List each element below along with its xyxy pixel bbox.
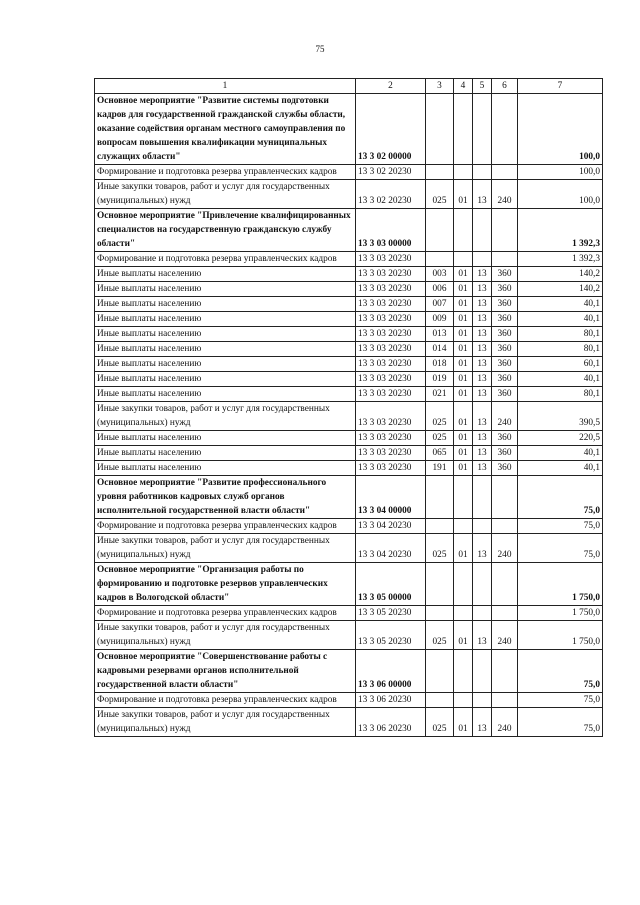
row-code-cell: 13 3 06 20230 bbox=[356, 693, 426, 708]
row-section-cell: 01 bbox=[454, 282, 473, 297]
row-name-cell: Иные выплаты населению bbox=[95, 312, 356, 327]
row-subsection-cell: 13 bbox=[473, 621, 492, 650]
row-grbs-cell: 025 bbox=[426, 534, 454, 563]
row-amount-cell: 100,0 bbox=[518, 165, 603, 180]
table-row bbox=[95, 297, 603, 312]
table-row bbox=[95, 372, 603, 387]
row-subsection-cell: 13 bbox=[473, 267, 492, 282]
table-row bbox=[95, 431, 603, 446]
row-code-cell: 13 3 04 20230 bbox=[356, 534, 426, 563]
row-name-cell: Иные закупки товаров, работ и услуг для государственных (муниципальных) нужд bbox=[95, 402, 356, 431]
row-amount-cell: 100,0 bbox=[518, 94, 603, 165]
row-grbs-cell: 025 bbox=[426, 402, 454, 431]
row-name-cell: Иные закупки товаров, работ и услуг для государственных (муниципальных) нужд bbox=[95, 708, 356, 737]
row-code-cell: 13 3 02 00000 bbox=[356, 94, 426, 165]
row-subsection-cell: 13 bbox=[473, 342, 492, 357]
row-section-cell: 01 bbox=[454, 372, 473, 387]
row-grbs-cell: 003 bbox=[426, 267, 454, 282]
row-expense-type-cell bbox=[492, 252, 518, 267]
table-row bbox=[95, 282, 603, 297]
row-section-cell: 01 bbox=[454, 327, 473, 342]
row-section-cell bbox=[454, 252, 473, 267]
row-name-cell: Иные выплаты населению bbox=[95, 327, 356, 342]
row-subsection-cell: 13 bbox=[473, 327, 492, 342]
row-subsection-cell: 13 bbox=[473, 357, 492, 372]
row-subsection-cell: 13 bbox=[473, 402, 492, 431]
row-section-cell: 01 bbox=[454, 180, 473, 209]
row-amount-cell: 75,0 bbox=[518, 534, 603, 563]
row-amount-cell: 75,0 bbox=[518, 708, 603, 737]
row-name-cell: Основное мероприятие "Организация работы по формированию и подготовке резервов управленческих кадров в Вологодской области" bbox=[95, 563, 356, 606]
table-row bbox=[95, 327, 603, 342]
row-amount-cell: 40,1 bbox=[518, 312, 603, 327]
row-grbs-cell bbox=[426, 519, 454, 534]
row-subsection-cell: 13 bbox=[473, 446, 492, 461]
row-expense-type-cell: 360 bbox=[492, 342, 518, 357]
row-section-cell bbox=[454, 693, 473, 708]
table-row bbox=[95, 180, 603, 209]
row-grbs-cell bbox=[426, 650, 454, 693]
row-section-cell: 01 bbox=[454, 431, 473, 446]
row-code-cell: 13 3 05 00000 bbox=[356, 563, 426, 606]
row-amount-cell: 80,1 bbox=[518, 387, 603, 402]
row-expense-type-cell bbox=[492, 650, 518, 693]
row-name-cell: Формирование и подготовка резерва управленческих кадров bbox=[95, 252, 356, 267]
row-section-cell bbox=[454, 650, 473, 693]
row-subsection-cell bbox=[473, 94, 492, 165]
row-section-cell: 01 bbox=[454, 402, 473, 431]
row-subsection-cell: 13 bbox=[473, 282, 492, 297]
row-section-cell: 01 bbox=[454, 267, 473, 282]
row-code-cell: 13 3 06 00000 bbox=[356, 650, 426, 693]
row-name-cell: Иные выплаты населению bbox=[95, 342, 356, 357]
row-section-cell: 01 bbox=[454, 708, 473, 737]
row-expense-type-cell: 360 bbox=[492, 297, 518, 312]
row-code-cell: 13 3 03 20230 bbox=[356, 342, 426, 357]
row-name-cell: Иные выплаты населению bbox=[95, 372, 356, 387]
row-section-cell: 01 bbox=[454, 534, 473, 563]
row-grbs-cell: 025 bbox=[426, 708, 454, 737]
row-expense-type-cell: 360 bbox=[492, 431, 518, 446]
row-code-cell: 13 3 03 20230 bbox=[356, 402, 426, 431]
row-section-cell bbox=[454, 94, 473, 165]
row-name-cell: Иные закупки товаров, работ и услуг для государственных (муниципальных) нужд bbox=[95, 180, 356, 209]
table-row bbox=[95, 446, 603, 461]
row-subsection-cell: 13 bbox=[473, 431, 492, 446]
row-expense-type-cell: 360 bbox=[492, 282, 518, 297]
row-expense-type-cell: 360 bbox=[492, 267, 518, 282]
row-code-cell: 13 3 03 20230 bbox=[356, 327, 426, 342]
row-name-cell: Основное мероприятие "Привлечение квалифицированных специалистов на государственную гражданскую службу области" bbox=[95, 209, 356, 252]
row-amount-cell: 80,1 bbox=[518, 327, 603, 342]
header-cell: 4 bbox=[454, 79, 473, 94]
row-code-cell: 13 3 03 20230 bbox=[356, 387, 426, 402]
row-expense-type-cell: 240 bbox=[492, 534, 518, 563]
row-amount-cell: 75,0 bbox=[518, 476, 603, 519]
row-amount-cell: 40,1 bbox=[518, 461, 603, 476]
table-row bbox=[95, 165, 603, 180]
row-amount-cell: 40,1 bbox=[518, 372, 603, 387]
table-row bbox=[95, 387, 603, 402]
row-subsection-cell bbox=[473, 693, 492, 708]
row-section-cell: 01 bbox=[454, 446, 473, 461]
row-grbs-cell: 018 bbox=[426, 357, 454, 372]
row-expense-type-cell: 240 bbox=[492, 180, 518, 209]
header-cell: 5 bbox=[473, 79, 492, 94]
row-grbs-cell bbox=[426, 693, 454, 708]
row-amount-cell: 140,2 bbox=[518, 267, 603, 282]
budget-table bbox=[94, 78, 603, 737]
row-expense-type-cell bbox=[492, 476, 518, 519]
row-amount-cell: 75,0 bbox=[518, 650, 603, 693]
table-row bbox=[95, 267, 603, 282]
header-cell: 7 bbox=[518, 79, 603, 94]
row-expense-type-cell bbox=[492, 519, 518, 534]
row-grbs-cell bbox=[426, 476, 454, 519]
row-name-cell: Иные закупки товаров, работ и услуг для государственных (муниципальных) нужд bbox=[95, 621, 356, 650]
row-amount-cell: 40,1 bbox=[518, 446, 603, 461]
row-amount-cell: 1 750,0 bbox=[518, 563, 603, 606]
row-expense-type-cell bbox=[492, 693, 518, 708]
row-expense-type-cell: 360 bbox=[492, 357, 518, 372]
row-section-cell: 01 bbox=[454, 461, 473, 476]
table-row bbox=[95, 252, 603, 267]
row-expense-type-cell: 360 bbox=[492, 312, 518, 327]
table-row bbox=[95, 357, 603, 372]
table-row bbox=[95, 342, 603, 357]
row-grbs-cell bbox=[426, 209, 454, 252]
row-code-cell: 13 3 05 20230 bbox=[356, 606, 426, 621]
row-grbs-cell: 013 bbox=[426, 327, 454, 342]
row-code-cell: 13 3 03 20230 bbox=[356, 372, 426, 387]
row-code-cell: 13 3 03 20230 bbox=[356, 267, 426, 282]
row-code-cell: 13 3 02 20230 bbox=[356, 165, 426, 180]
row-expense-type-cell bbox=[492, 94, 518, 165]
header-cell: 3 bbox=[426, 79, 454, 94]
row-code-cell: 13 3 03 20230 bbox=[356, 282, 426, 297]
row-section-cell: 01 bbox=[454, 621, 473, 650]
row-subsection-cell bbox=[473, 209, 492, 252]
row-subsection-cell: 13 bbox=[473, 372, 492, 387]
row-amount-cell: 220,5 bbox=[518, 431, 603, 446]
row-name-cell: Формирование и подготовка резерва управленческих кадров bbox=[95, 693, 356, 708]
row-expense-type-cell: 360 bbox=[492, 387, 518, 402]
row-amount-cell: 1 750,0 bbox=[518, 606, 603, 621]
page-number: 75 bbox=[315, 44, 325, 54]
table-row bbox=[95, 209, 603, 252]
row-grbs-cell bbox=[426, 165, 454, 180]
row-code-cell: 13 3 03 20230 bbox=[356, 252, 426, 267]
row-section-cell: 01 bbox=[454, 297, 473, 312]
row-code-cell: 13 3 03 20230 bbox=[356, 312, 426, 327]
row-code-cell: 13 3 04 00000 bbox=[356, 476, 426, 519]
row-subsection-cell bbox=[473, 606, 492, 621]
row-grbs-cell bbox=[426, 252, 454, 267]
row-expense-type-cell: 360 bbox=[492, 461, 518, 476]
row-subsection-cell bbox=[473, 650, 492, 693]
row-subsection-cell bbox=[473, 519, 492, 534]
row-code-cell: 13 3 02 20230 bbox=[356, 180, 426, 209]
table-header-row bbox=[95, 79, 603, 94]
row-grbs-cell: 009 bbox=[426, 312, 454, 327]
row-name-cell: Иные выплаты населению bbox=[95, 357, 356, 372]
row-expense-type-cell: 240 bbox=[492, 708, 518, 737]
row-subsection-cell bbox=[473, 563, 492, 606]
row-section-cell: 01 bbox=[454, 357, 473, 372]
header-cell: 1 bbox=[95, 79, 356, 94]
row-section-cell: 01 bbox=[454, 387, 473, 402]
row-grbs-cell: 021 bbox=[426, 387, 454, 402]
row-grbs-cell bbox=[426, 94, 454, 165]
row-section-cell bbox=[454, 165, 473, 180]
header-cell: 6 bbox=[492, 79, 518, 94]
row-expense-type-cell: 360 bbox=[492, 372, 518, 387]
row-subsection-cell: 13 bbox=[473, 180, 492, 209]
row-name-cell: Формирование и подготовка резерва управленческих кадров bbox=[95, 165, 356, 180]
row-amount-cell: 100,0 bbox=[518, 180, 603, 209]
row-name-cell: Формирование и подготовка резерва управленческих кадров bbox=[95, 519, 356, 534]
row-grbs-cell bbox=[426, 606, 454, 621]
table-row bbox=[95, 534, 603, 563]
row-amount-cell: 1 392,3 bbox=[518, 252, 603, 267]
row-grbs-cell: 007 bbox=[426, 297, 454, 312]
table-row bbox=[95, 312, 603, 327]
row-amount-cell: 75,0 bbox=[518, 693, 603, 708]
row-code-cell: 13 3 03 20230 bbox=[356, 357, 426, 372]
table-row bbox=[95, 563, 603, 606]
row-grbs-cell: 019 bbox=[426, 372, 454, 387]
row-amount-cell: 1 392,3 bbox=[518, 209, 603, 252]
row-code-cell: 13 3 03 20230 bbox=[356, 431, 426, 446]
table-row bbox=[95, 519, 603, 534]
row-grbs-cell bbox=[426, 563, 454, 606]
row-code-cell: 13 3 06 20230 bbox=[356, 708, 426, 737]
row-code-cell: 13 3 03 00000 bbox=[356, 209, 426, 252]
row-section-cell: 01 bbox=[454, 342, 473, 357]
row-name-cell: Иные выплаты населению bbox=[95, 461, 356, 476]
row-expense-type-cell bbox=[492, 606, 518, 621]
table-row bbox=[95, 476, 603, 519]
row-expense-type-cell: 360 bbox=[492, 327, 518, 342]
table-row bbox=[95, 621, 603, 650]
table-row bbox=[95, 606, 603, 621]
row-expense-type-cell: 240 bbox=[492, 402, 518, 431]
row-name-cell: Формирование и подготовка резерва управленческих кадров bbox=[95, 606, 356, 621]
row-amount-cell: 80,1 bbox=[518, 342, 603, 357]
row-grbs-cell: 025 bbox=[426, 621, 454, 650]
row-subsection-cell bbox=[473, 476, 492, 519]
row-name-cell: Основное мероприятие "Развитие профессионального уровня работников кадровых служб органов исполнительной государственной власти области" bbox=[95, 476, 356, 519]
row-expense-type-cell bbox=[492, 563, 518, 606]
row-grbs-cell: 006 bbox=[426, 282, 454, 297]
row-name-cell: Иные выплаты населению bbox=[95, 297, 356, 312]
row-grbs-cell: 065 bbox=[426, 446, 454, 461]
row-grbs-cell: 025 bbox=[426, 180, 454, 209]
row-expense-type-cell: 360 bbox=[492, 446, 518, 461]
table-row bbox=[95, 708, 603, 737]
table-row bbox=[95, 650, 603, 693]
row-subsection-cell: 13 bbox=[473, 387, 492, 402]
row-subsection-cell bbox=[473, 252, 492, 267]
row-subsection-cell: 13 bbox=[473, 708, 492, 737]
row-grbs-cell: 014 bbox=[426, 342, 454, 357]
row-section-cell bbox=[454, 209, 473, 252]
row-amount-cell: 140,2 bbox=[518, 282, 603, 297]
row-grbs-cell: 191 bbox=[426, 461, 454, 476]
row-subsection-cell bbox=[473, 165, 492, 180]
row-subsection-cell: 13 bbox=[473, 312, 492, 327]
row-name-cell: Основное мероприятие "Развитие системы подготовки кадров для государственной гражданской службы области, оказание содействия органам местного самоуправления по вопросам повышения квалификации муниципальных служащих области" bbox=[95, 94, 356, 165]
row-section-cell bbox=[454, 606, 473, 621]
row-subsection-cell: 13 bbox=[473, 461, 492, 476]
row-amount-cell: 40,1 bbox=[518, 297, 603, 312]
row-expense-type-cell bbox=[492, 209, 518, 252]
row-subsection-cell: 13 bbox=[473, 297, 492, 312]
row-name-cell: Иные выплаты населению bbox=[95, 431, 356, 446]
row-name-cell: Иные выплаты населению bbox=[95, 282, 356, 297]
row-expense-type-cell bbox=[492, 165, 518, 180]
row-name-cell: Иные выплаты населению bbox=[95, 446, 356, 461]
row-section-cell bbox=[454, 519, 473, 534]
row-expense-type-cell: 240 bbox=[492, 621, 518, 650]
header-cell: 2 bbox=[356, 79, 426, 94]
row-amount-cell: 60,1 bbox=[518, 357, 603, 372]
row-amount-cell: 1 750,0 bbox=[518, 621, 603, 650]
row-code-cell: 13 3 04 20230 bbox=[356, 519, 426, 534]
row-grbs-cell: 025 bbox=[426, 431, 454, 446]
table-row bbox=[95, 402, 603, 431]
table-row bbox=[95, 693, 603, 708]
row-code-cell: 13 3 03 20230 bbox=[356, 297, 426, 312]
row-code-cell: 13 3 03 20230 bbox=[356, 461, 426, 476]
row-code-cell: 13 3 05 20230 bbox=[356, 621, 426, 650]
table-row bbox=[95, 461, 603, 476]
row-section-cell: 01 bbox=[454, 312, 473, 327]
row-name-cell: Иные выплаты населению bbox=[95, 387, 356, 402]
row-amount-cell: 75,0 bbox=[518, 519, 603, 534]
row-section-cell bbox=[454, 563, 473, 606]
table-row bbox=[95, 94, 603, 165]
row-amount-cell: 390,5 bbox=[518, 402, 603, 431]
row-subsection-cell: 13 bbox=[473, 534, 492, 563]
row-name-cell: Иные закупки товаров, работ и услуг для государственных (муниципальных) нужд bbox=[95, 534, 356, 563]
row-section-cell bbox=[454, 476, 473, 519]
row-code-cell: 13 3 03 20230 bbox=[356, 446, 426, 461]
row-name-cell: Основное мероприятие "Совершенствование работы с кадровыми резервами органов исполнительной государственной власти области" bbox=[95, 650, 356, 693]
row-name-cell: Иные выплаты населению bbox=[95, 267, 356, 282]
